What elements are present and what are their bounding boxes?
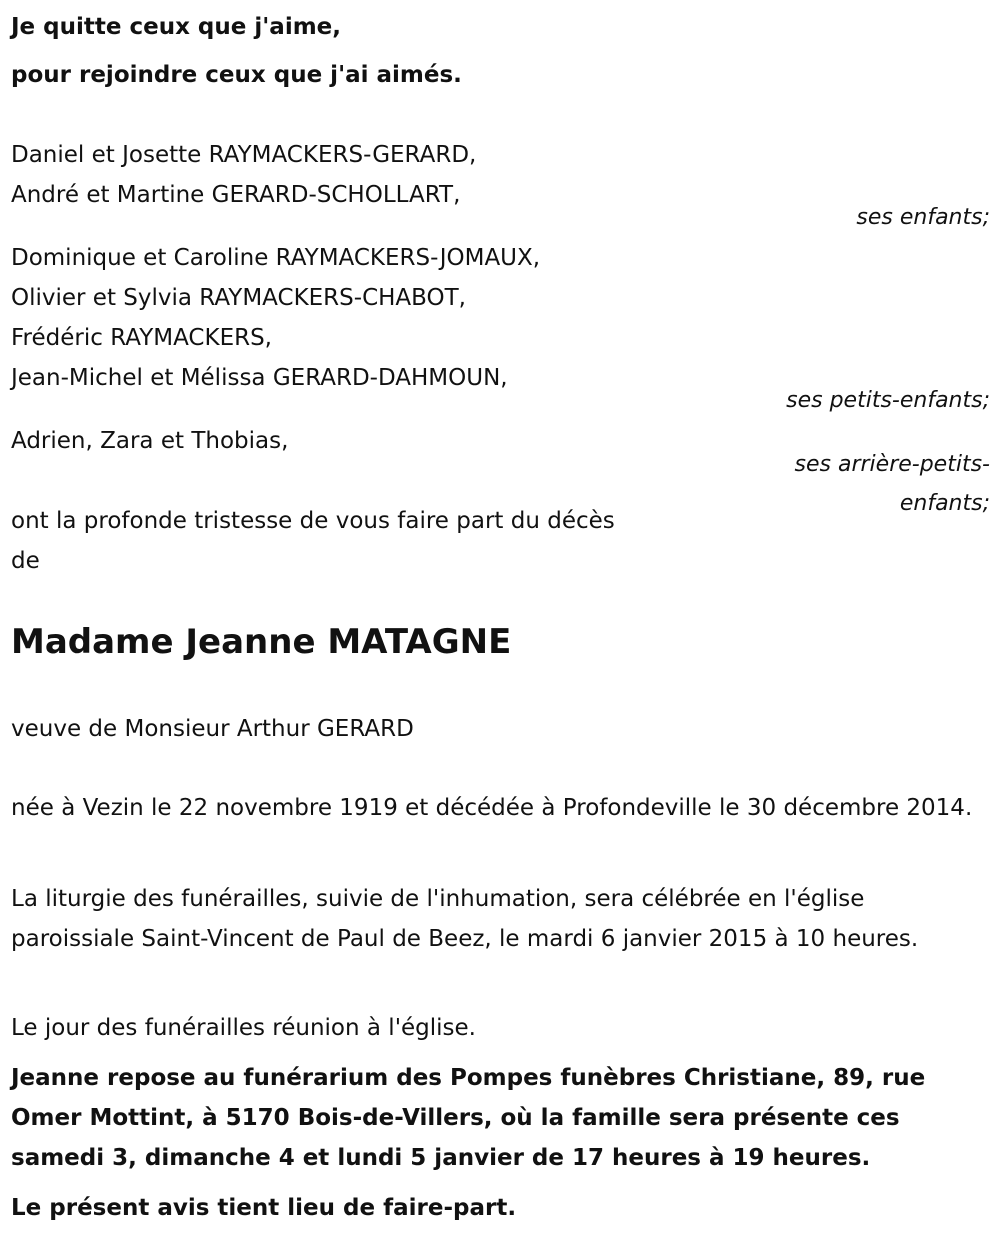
great-grandchildren-label-line-1: ses arrière-petits-: [794, 452, 990, 477]
grandchildren-label: ses petits-enfants;: [786, 388, 990, 413]
announcement-line-2: de: [11, 548, 40, 574]
gathering-paragraph: Le jour des funérailles réunion à l'église.: [11, 1015, 476, 1041]
great-grandchildren: Adrien, Zara et Thobias,: [11, 428, 289, 454]
announcement-line-1: ont la profonde tristesse de vous faire part du décès: [11, 508, 615, 534]
grandchild-entry: Dominique et Caroline RAYMACKERS-JOMAUX,: [11, 245, 541, 271]
children-label: ses enfants;: [856, 205, 990, 230]
funerarium-paragraph: Jeanne repose au funérarium des Pompes funèbres Christiane, 89, rue Omer Mottint, à 5170 Bois-de-Villers, où la famille sera présente ces samedi 3, dimanche 4 et lundi 5 janvier de 17 heures à 19 heures.: [11, 1065, 926, 1171]
child-entry: Daniel et Josette RAYMACKERS-GERARD,: [11, 142, 477, 168]
epigraph-line-1: Je quitte ceux que j'aime,: [11, 14, 342, 40]
closing-paragraph: Le présent avis tient lieu de faire-part.: [11, 1195, 517, 1221]
child-entry: André et Martine GERARD-SCHOLLART,: [11, 182, 461, 208]
epigraph-line-2: pour rejoindre ceux que j'ai aimés.: [11, 62, 462, 88]
grandchild-entry: Jean-Michel et Mélissa GERARD-DAHMOUN,: [11, 365, 508, 391]
birth-death-paragraph: née à Vezin le 22 novembre 1919 et décédée à Profondeville le 30 décembre 2014.: [11, 795, 973, 821]
great-grandchildren-label-line-2: enfants;: [899, 491, 990, 516]
grandchild-entry: Frédéric RAYMACKERS,: [11, 325, 272, 351]
widow-of: veuve de Monsieur Arthur GERARD: [11, 716, 414, 742]
deceased-name: Madame Jeanne MATAGNE: [11, 622, 512, 662]
liturgy-paragraph: La liturgie des funérailles, suivie de l'inhumation, sera célébrée en l'église paroissiale Saint-Vincent de Paul de Beez, le mardi 6 janvier 2015 à 10 heures.: [11, 886, 919, 952]
grandchild-entry: Olivier et Sylvia RAYMACKERS-CHABOT,: [11, 285, 466, 311]
